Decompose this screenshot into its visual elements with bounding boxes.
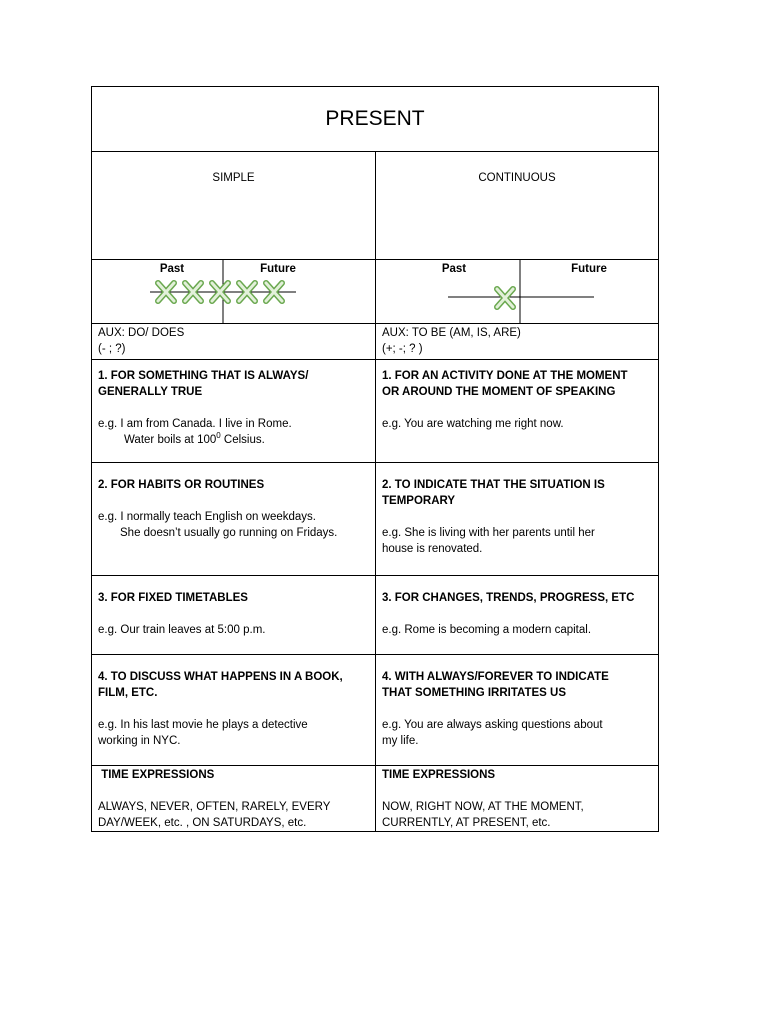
rule-text: OR AROUND THE MOMENT OF SPEAKING <box>382 386 616 398</box>
present-tense-table <box>91 86 659 832</box>
rule-text: TEMPORARY <box>382 495 456 507</box>
rule-text: 4. TO DISCUSS WHAT HAPPENS IN A BOOK, <box>98 671 343 683</box>
timeline-future-label: Future <box>571 263 607 275</box>
rule-text: 3. FOR CHANGES, TRENDS, PROGRESS, ETC <box>382 592 635 604</box>
continuous-heading: CONTINUOUS <box>376 152 659 260</box>
continuous-use-3 <box>376 576 659 655</box>
example-text: e.g. In his last movie he plays a detective <box>98 719 308 731</box>
aux-forms: (+; -; ? ) <box>382 343 423 355</box>
continuous-aux-cell <box>376 324 659 360</box>
timeline-marks <box>497 289 513 307</box>
simple-timeline-diagram <box>92 260 375 323</box>
simple-use-1 <box>92 360 376 463</box>
simple-time-expressions <box>92 766 376 832</box>
rule-text: 2. FOR HABITS OR ROUTINES <box>98 479 265 491</box>
example-text: Water boils at $100^0$ Celsius. <box>124 431 265 446</box>
table-title: PRESENT <box>92 87 659 152</box>
simple-timeline-cell <box>92 260 376 324</box>
example-text: She doesn’t usually go running on Fridays. <box>120 527 338 539</box>
rule-text: THAT SOMETHING IRRITATES US <box>382 687 566 699</box>
time-expressions-heading: TIME EXPRESSIONS <box>382 769 496 781</box>
rule-text: 2. TO INDICATE THAT THE SITUATION IS <box>382 479 605 491</box>
example-text: e.g. You are watching me right now. <box>382 418 564 430</box>
time-expressions-heading: TIME EXPRESSIONS <box>98 769 215 781</box>
example-text: working in NYC. <box>98 735 181 747</box>
occurrence-x-icon <box>497 289 513 307</box>
example-text: e.g. I am from Canada. I live in Rome. <box>98 418 292 430</box>
example-text: e.g. You are always asking questions about <box>382 719 603 731</box>
rule-text: FILM, ETC. <box>98 687 158 699</box>
continuous-use-2 <box>376 463 659 576</box>
time-expressions-text: DAY/WEEK, etc. , ON SATURDAYS, etc. <box>98 817 307 829</box>
timeline-future-label: Future <box>260 263 296 275</box>
rule-text: 1. FOR AN ACTIVITY DONE AT THE MOMENT <box>382 370 628 382</box>
rule-text: 4. WITH ALWAYS/FOREVER TO INDICATE <box>382 671 609 683</box>
timeline-past-label: Past <box>159 263 185 275</box>
example-text: house is renovated. <box>382 543 483 555</box>
simple-use-4 <box>92 655 376 766</box>
continuous-use-4 <box>376 655 659 766</box>
simple-use-2 <box>92 463 376 576</box>
example-text: e.g. Our train leaves at 5:00 p.m. <box>98 624 266 636</box>
simple-heading: SIMPLE <box>92 152 376 260</box>
continuous-timeline-cell <box>376 260 659 324</box>
tense-table-sheet <box>91 86 658 832</box>
continuous-timeline-diagram <box>376 260 658 323</box>
time-expressions-text: ALWAYS, NEVER, OFTEN, RARELY, EVERY <box>98 801 331 813</box>
example-text: e.g. She is living with her parents until her <box>382 527 595 539</box>
rule-text: 3. FOR FIXED TIMETABLES <box>98 592 248 604</box>
rule-text: GENERALLY TRUE <box>98 386 203 398</box>
simple-aux-cell <box>92 324 376 360</box>
timeline-past-label: Past <box>441 263 467 275</box>
example-text: e.g. I normally teach English on weekdays. <box>98 511 316 523</box>
aux-text: AUX: TO BE (AM, IS, ARE) <box>382 327 521 339</box>
rule-text: 1. FOR SOMETHING THAT IS ALWAYS/ <box>98 370 309 382</box>
continuous-time-expressions <box>376 766 659 832</box>
time-expressions-text: NOW, RIGHT NOW, AT THE MOMENT, <box>382 801 584 813</box>
example-text: e.g. Rome is becoming a modern capital. <box>382 624 592 636</box>
aux-forms: (- ; ?) <box>98 343 126 355</box>
example-text: my life. <box>382 735 419 747</box>
simple-use-3 <box>92 576 376 655</box>
continuous-use-1 <box>376 360 659 463</box>
time-expressions-text: CURRENTLY, AT PRESENT, etc. <box>382 817 551 829</box>
aux-text: AUX: DO/ DOES <box>98 327 185 339</box>
